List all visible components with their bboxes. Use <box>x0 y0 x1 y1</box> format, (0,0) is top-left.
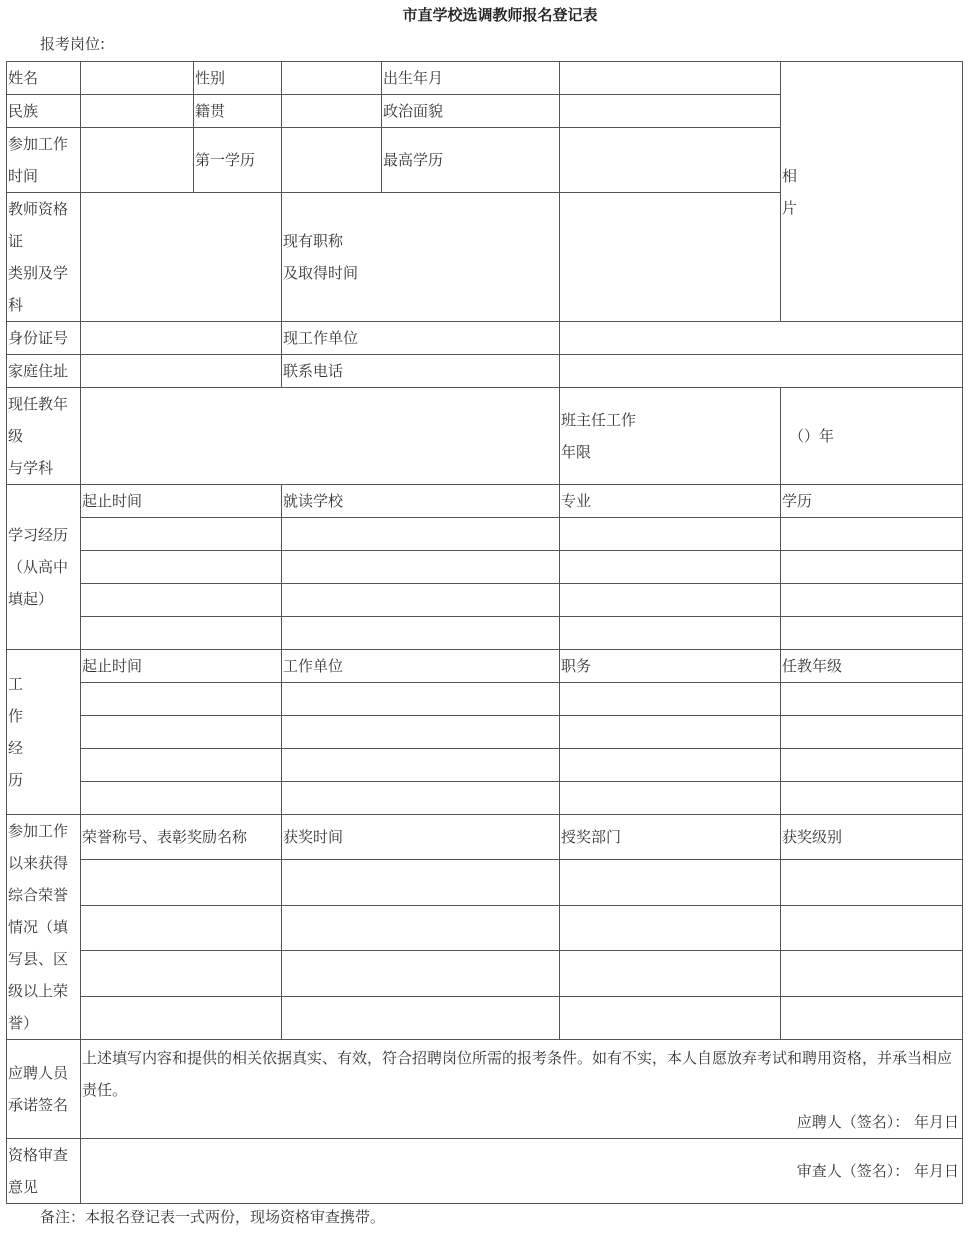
work-start-field[interactable] <box>81 128 194 193</box>
honors-date-cell[interactable] <box>282 905 560 950</box>
form-title: 市直学校选调教师报名登记表 <box>402 6 598 24</box>
work-employer-cell[interactable] <box>282 749 560 782</box>
work-label-4: 历 <box>8 771 24 789</box>
honors-title-cell[interactable] <box>81 951 282 996</box>
work-header-row <box>7 650 963 683</box>
table-row <box>7 584 963 617</box>
study-major-cell[interactable] <box>560 617 781 650</box>
pledge-cell[interactable] <box>81 1040 963 1139</box>
work-header-position: 职务 <box>560 650 781 683</box>
pledge-label <box>7 1040 81 1139</box>
study-period-cell[interactable] <box>81 617 282 650</box>
headteacher-label <box>560 388 781 485</box>
native-place-field[interactable] <box>282 95 382 128</box>
gender-field[interactable] <box>282 62 382 95</box>
work-period-cell[interactable] <box>81 716 282 749</box>
honors-title-cell[interactable] <box>81 905 282 950</box>
study-period-cell[interactable] <box>81 518 282 551</box>
study-major-cell[interactable] <box>560 518 781 551</box>
honors-date-cell[interactable] <box>282 996 560 1039</box>
review-row <box>7 1139 963 1204</box>
work-label <box>7 650 81 815</box>
pledge-row <box>7 1040 963 1139</box>
review-cell[interactable] <box>81 1139 963 1204</box>
work-period-cell[interactable] <box>81 782 282 815</box>
cert-label-1: 教师资格 <box>8 200 69 218</box>
row-address <box>7 355 963 388</box>
table-row <box>7 860 963 905</box>
study-header-major: 专业 <box>560 485 781 518</box>
work-position-cell[interactable] <box>560 683 781 716</box>
work-grade-cell[interactable] <box>781 716 963 749</box>
title-label-2: 及取得时间 <box>283 264 359 282</box>
study-school-cell[interactable] <box>282 551 560 584</box>
phone-field[interactable] <box>560 355 963 388</box>
photo-label-1: 相 <box>782 166 798 185</box>
registration-form-table <box>6 61 963 1204</box>
work-start-label-1: 参加工作 <box>8 135 69 153</box>
honors-label-7: 誉） <box>8 1014 39 1032</box>
first-degree-label: 第一学历 <box>194 128 282 193</box>
cert-label-2: 证 <box>8 232 24 250</box>
photo-cell[interactable] <box>781 62 963 322</box>
honors-level-cell[interactable] <box>781 905 963 950</box>
work-grade-cell[interactable] <box>781 683 963 716</box>
honors-issuer-cell[interactable] <box>560 951 781 996</box>
study-label-2: （从高中 <box>8 558 69 576</box>
study-degree-cell[interactable] <box>781 584 963 617</box>
grade-label-1: 现任教年 <box>8 395 69 413</box>
pledge-label-1: 应聘人员 <box>8 1064 69 1082</box>
review-label-2: 意见 <box>8 1178 39 1196</box>
study-header-period: 起止时间 <box>81 485 282 518</box>
honors-issuer-cell[interactable] <box>560 905 781 950</box>
table-row <box>7 749 963 782</box>
honors-date-cell[interactable] <box>282 951 560 996</box>
highest-degree-field[interactable] <box>560 128 781 193</box>
table-row <box>7 951 963 996</box>
title-label <box>282 193 560 322</box>
work-position-cell[interactable] <box>560 716 781 749</box>
gender-label: 性别 <box>194 62 282 95</box>
title-field[interactable] <box>560 193 781 322</box>
cert-label-4: 科 <box>8 296 24 314</box>
cert-field[interactable] <box>81 193 282 322</box>
study-label <box>7 485 81 650</box>
study-header-school: 就读学校 <box>282 485 560 518</box>
work-grade-cell[interactable] <box>781 749 963 782</box>
name-field[interactable] <box>81 62 194 95</box>
work-period-cell[interactable] <box>81 683 282 716</box>
study-degree-cell[interactable] <box>781 617 963 650</box>
applicant-signature: 应聘人（签名）： 年月日 <box>796 1113 959 1131</box>
birth-field[interactable] <box>560 62 781 95</box>
work-employer-cell[interactable] <box>282 782 560 815</box>
study-header-row <box>7 485 963 518</box>
birth-label: 出生年月 <box>382 62 560 95</box>
native-place-label: 籍贯 <box>194 95 282 128</box>
study-label-1: 学习经历 <box>8 526 69 544</box>
study-school-cell[interactable] <box>282 584 560 617</box>
work-employer-cell[interactable] <box>282 683 560 716</box>
work-position-cell[interactable] <box>560 782 781 815</box>
work-label-2: 作 <box>8 707 24 725</box>
row-basic-1 <box>7 62 963 95</box>
first-degree-field[interactable] <box>282 128 382 193</box>
political-field[interactable] <box>560 95 781 128</box>
honors-label-1: 参加工作 <box>8 822 69 840</box>
work-header-employer: 工作单位 <box>282 650 560 683</box>
cert-label-3: 类别及学 <box>8 264 69 282</box>
table-row <box>7 551 963 584</box>
study-period-cell[interactable] <box>81 551 282 584</box>
political-label: 政治面貌 <box>382 95 560 128</box>
study-label-3: 填起） <box>8 590 54 608</box>
work-start-label-2: 时间 <box>8 167 39 185</box>
row-id <box>7 322 963 355</box>
honors-header-row <box>7 815 963 860</box>
work-start-label <box>7 128 81 193</box>
work-header-period: 起止时间 <box>81 650 282 683</box>
table-row <box>7 905 963 950</box>
honors-date-cell[interactable] <box>282 860 560 905</box>
headteacher-years-field[interactable]: （）年 <box>781 388 963 485</box>
pledge-text: 上述填写内容和提供的相关依据真实、有效，符合招聘岗位所需的报考条件。如有不实，本人自愿放弃考试和聘用资格，并承当相应责任。 <box>82 1049 953 1099</box>
honors-level-cell[interactable] <box>781 996 963 1039</box>
honors-title-cell[interactable] <box>81 996 282 1039</box>
honors-title-cell[interactable] <box>81 860 282 905</box>
work-header-grade: 任教年级 <box>781 650 963 683</box>
honors-issuer-cell[interactable] <box>560 860 781 905</box>
grade-label-3: 与学科 <box>8 459 54 477</box>
reviewer-signature: 审查人（签名）： 年月日 <box>796 1162 959 1180</box>
address-label: 家庭住址 <box>7 355 81 388</box>
id-number-label: 身份证号 <box>7 322 81 355</box>
employer-label: 现工作单位 <box>282 322 560 355</box>
headteacher-label-1: 班主任工作 <box>561 411 637 429</box>
work-label-1: 工 <box>8 675 24 693</box>
address-field[interactable] <box>81 355 282 388</box>
work-period-cell[interactable] <box>81 749 282 782</box>
table-row <box>7 683 963 716</box>
honors-label-6: 级以上荣 <box>8 982 69 1000</box>
work-position-cell[interactable] <box>560 749 781 782</box>
title-label-1: 现有职称 <box>283 232 344 250</box>
grade-label <box>7 388 81 485</box>
honors-label <box>7 815 81 1040</box>
honors-level-cell[interactable] <box>781 951 963 996</box>
honors-header-date: 获奖时间 <box>282 815 560 860</box>
table-row <box>7 716 963 749</box>
phone-label: 联系电话 <box>282 355 560 388</box>
study-school-cell[interactable] <box>282 518 560 551</box>
row-grade <box>7 388 963 485</box>
pledge-label-2: 承诺签名 <box>8 1096 69 1114</box>
ethnicity-field[interactable] <box>81 95 194 128</box>
cert-label <box>7 193 81 322</box>
work-employer-cell[interactable] <box>282 716 560 749</box>
ethnicity-label: 民族 <box>7 95 81 128</box>
photo-label-2: 片 <box>782 198 798 217</box>
employer-field[interactable] <box>560 322 963 355</box>
honors-issuer-cell[interactable] <box>560 996 781 1039</box>
study-major-cell[interactable] <box>560 584 781 617</box>
work-label-3: 经 <box>8 739 24 757</box>
review-label <box>7 1139 81 1204</box>
table-row <box>7 782 963 815</box>
honors-level-cell[interactable] <box>781 860 963 905</box>
table-row <box>7 996 963 1039</box>
footnote: 备注：本报名登记表一式两份，现场资格审查携带。 <box>40 1208 386 1226</box>
honors-header-issuer: 授奖部门 <box>560 815 781 860</box>
headteacher-label-2: 年限 <box>561 443 592 461</box>
table-row <box>7 518 963 551</box>
name-label: 姓名 <box>7 62 81 95</box>
study-degree-cell[interactable] <box>781 551 963 584</box>
honors-label-4: 情况（填 <box>8 918 69 936</box>
post-label: 报考岗位: <box>40 35 106 53</box>
study-school-cell[interactable] <box>282 617 560 650</box>
study-degree-cell[interactable] <box>781 518 963 551</box>
table-row <box>7 617 963 650</box>
honors-label-3: 综合荣誉 <box>8 886 69 904</box>
honors-header-title: 荣誉称号、表彰奖励名称 <box>81 815 282 860</box>
study-major-cell[interactable] <box>560 551 781 584</box>
highest-degree-label: 最高学历 <box>382 128 560 193</box>
honors-label-2: 以来获得 <box>8 854 69 872</box>
work-grade-cell[interactable] <box>781 782 963 815</box>
grade-label-2: 级 <box>8 427 24 445</box>
honors-header-level: 获奖级别 <box>781 815 963 860</box>
grade-field[interactable] <box>81 388 560 485</box>
id-number-field[interactable] <box>81 322 282 355</box>
study-header-degree: 学历 <box>781 485 963 518</box>
honors-label-5: 写县、区 <box>8 950 69 968</box>
review-label-1: 资格审查 <box>8 1146 69 1164</box>
study-period-cell[interactable] <box>81 584 282 617</box>
